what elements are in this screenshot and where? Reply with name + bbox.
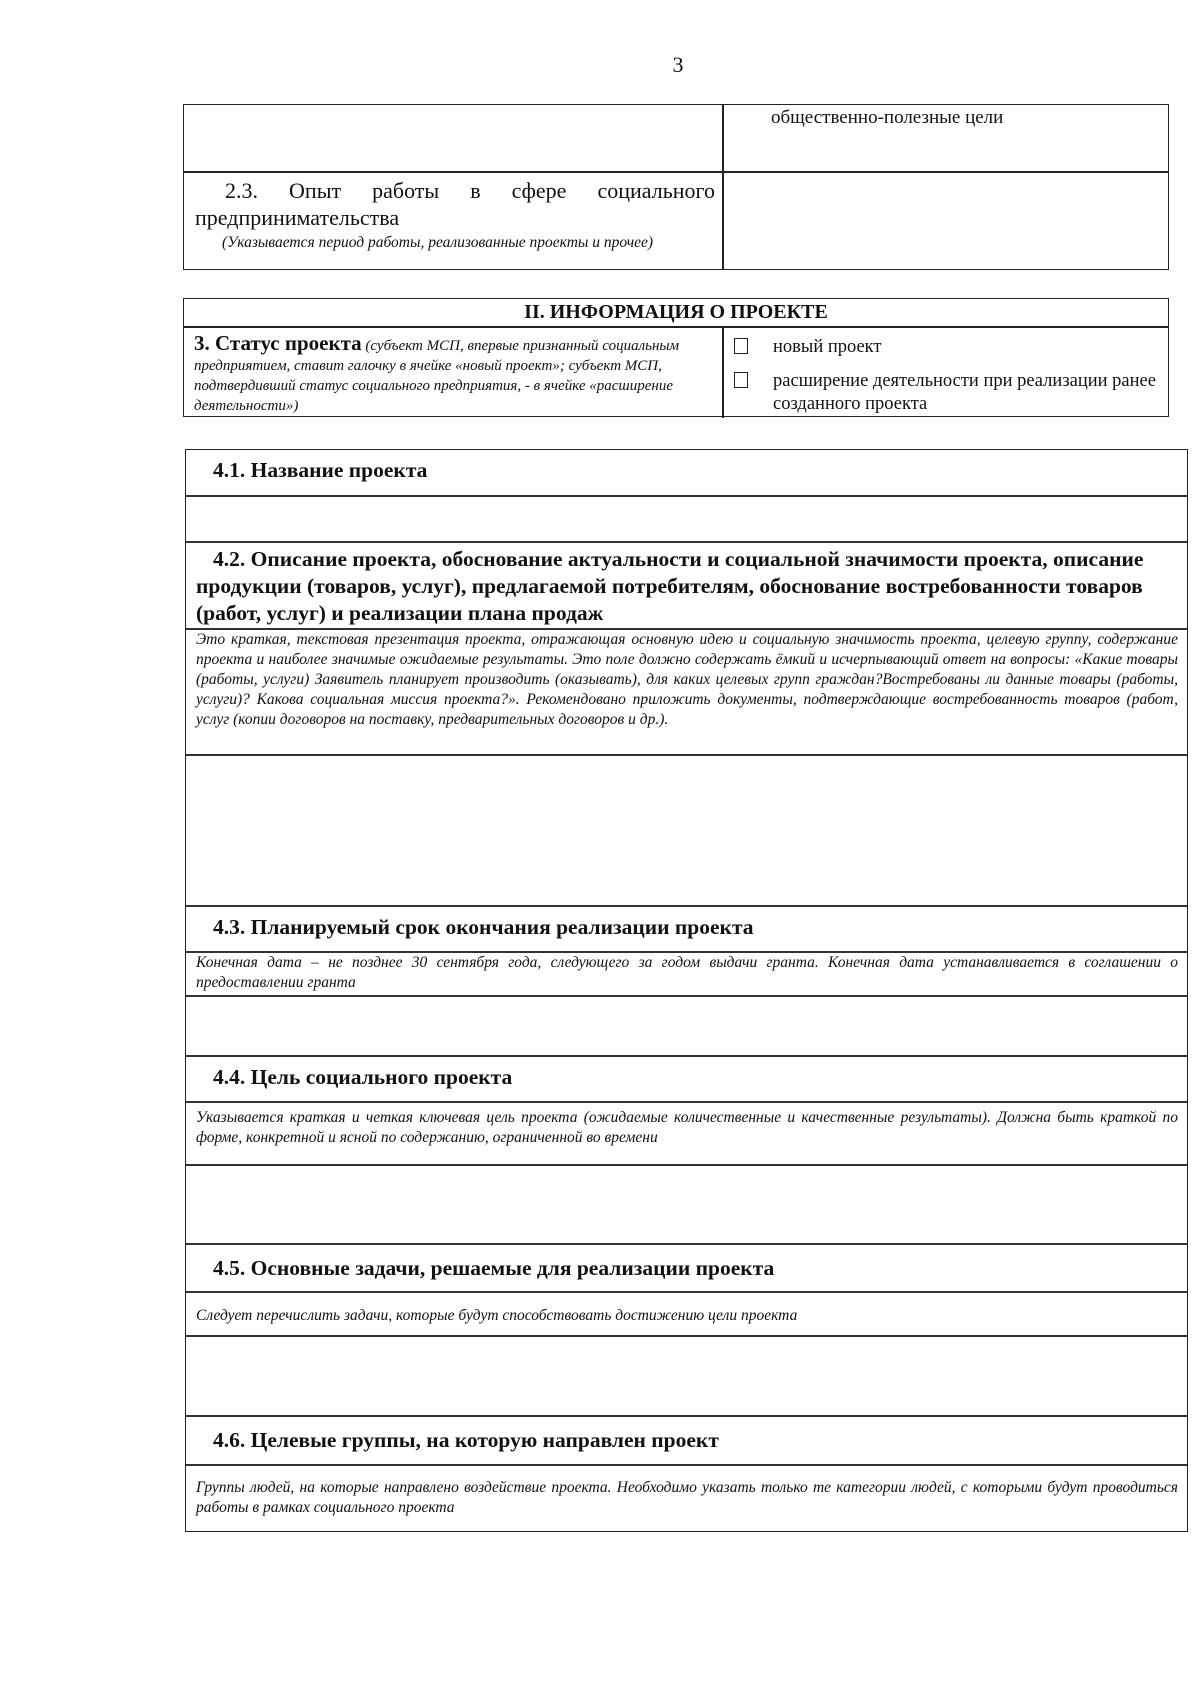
goal-field[interactable]: [186, 1165, 1187, 1243]
row-divider: [186, 1415, 1187, 1417]
target-title: 4.6. Целевые группы, на которую направлен проект: [213, 1428, 719, 1452]
row-divider: [186, 1464, 1187, 1466]
target-hint: Группы людей, на которые направлено воздействие проекта. Необходимо указать только те категории людей, с которыми будут проводиться работы в рамках социального проекта: [196, 1479, 1178, 1516]
row-divider: [186, 1291, 1187, 1293]
goal-title: 4.4. Цель социального проекта: [213, 1065, 513, 1089]
deadline-field[interactable]: [186, 996, 1187, 1055]
new-project-label: новый проект: [773, 337, 882, 357]
experience-hint: (Указывается период работы, реализованные проекты и прочее): [222, 234, 654, 251]
name-title: 4.1. Название проекта: [213, 458, 428, 482]
row-divider: [184, 326, 1168, 328]
column-divider: [722, 105, 724, 269]
deadline-title: 4.3. Планируемый срок окончания реализации проекта: [213, 915, 754, 939]
name-field[interactable]: [186, 496, 1187, 541]
project-details-table: [185, 449, 1188, 1532]
expansion-checkbox[interactable]: [734, 372, 748, 388]
status-cell: [194, 333, 714, 416]
experience-title: 2.3. Опыт работы в сфере социального предпринимательства: [195, 178, 715, 230]
row-divider: [186, 541, 1187, 543]
status-hint: (субъект МСП, впервые признанный социальным предприятием, ставит галочку в ячейке «новый проект»; субъект МСП, подтвердивший статус социального предприятия, - в ячейке «расширение деятельности»): [194, 338, 680, 414]
deadline-hint: Конечная дата – не позднее 30 сентября года, следующего за годом выдачи гранта. Конечная дата устанавливается в соглашении о предоставлении гранта: [196, 954, 1178, 991]
row-divider: [186, 905, 1187, 907]
row-divider: [186, 1101, 1187, 1103]
row-divider: [186, 1055, 1187, 1057]
goal-hint: Указывается краткая и четкая ключевая цель проекта (ожидаемые количественные и качественные результаты). Должна быть краткой по форме, конкретной и ясной по содержанию, ограниченной во времени: [196, 1109, 1178, 1146]
section-title: II. ИНФОРМАЦИЯ О ПРОЕКТЕ: [524, 301, 828, 323]
goal-text: общественно-полезные цели: [771, 107, 1004, 128]
expansion-label: расширение деятельности при реализации ранее созданного проекта: [773, 371, 1156, 414]
description-title: 4.2. Описание проекта, обоснование актуальности и социальной значимости проекта, описание продукции (товаров, услуг), предлагаемой потребителям, обоснование востребованности товаров (работ, услуг) и реализации плана продаж: [196, 547, 1144, 625]
description-field[interactable]: [186, 755, 1187, 905]
tasks-hint: Следует перечислить задачи, которые будут способствовать достижению цели проекта: [196, 1307, 798, 1324]
status-label: 3. Статус проекта: [194, 331, 362, 355]
column-divider: [722, 326, 724, 418]
project-info-table: [183, 298, 1169, 417]
tasks-field[interactable]: [186, 1336, 1187, 1415]
page-number: 3: [672, 52, 684, 77]
tasks-title: 4.5. Основные задачи, решаемые для реализации проекта: [213, 1256, 775, 1280]
row-divider: [184, 171, 1168, 173]
experience-table: [183, 104, 1169, 270]
new-project-checkbox[interactable]: [734, 338, 748, 354]
description-hint: Это краткая, текстовая презентация проекта, отражающая основную идею и социальную значимость проекта, целевую группу, содержание проекта и наиболее значимые ожидаемые результаты. Это поле должно содержать ёмкий и исчерпывающий ответ на вопросы: «Какие товары (работы, услуги) Заявитель планирует производить (оказывать), для каких целевых групп граждан?Востребованы ли данные товары (работы, услуги)? Какова социальная миссия проекта?». Рекомендовано приложить документы, подтверждающие востребованность товаров (работ, услуг (копии договоров на поставку, предварительных договоров и др.).: [196, 631, 1178, 728]
row-divider: [186, 1243, 1187, 1245]
